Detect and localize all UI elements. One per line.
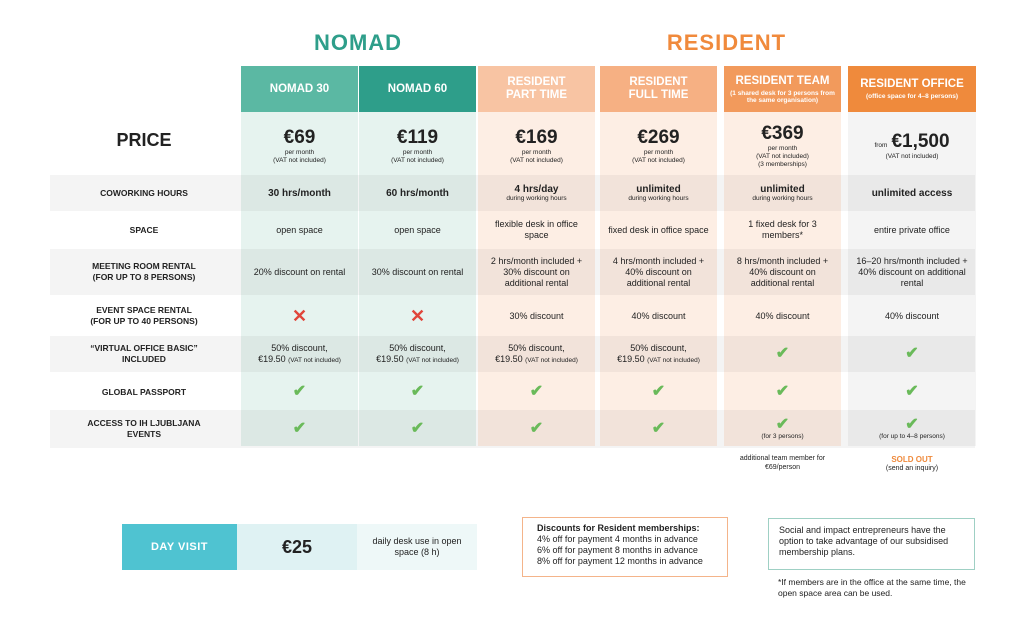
feature-cell bbox=[600, 298, 717, 334]
cell-price: €19.50 bbox=[617, 354, 645, 364]
nomad-group-title: NOMAD bbox=[313, 30, 403, 55]
row-label bbox=[50, 249, 238, 295]
feature-cell bbox=[241, 211, 358, 249]
price-vat: (VAT not included) bbox=[391, 157, 444, 164]
feature-cell bbox=[241, 336, 358, 372]
cell-price: €19.50 bbox=[495, 354, 523, 364]
price-from: from bbox=[874, 142, 888, 149]
cell-note: (VAT not included) bbox=[288, 357, 341, 364]
sold-out-note bbox=[848, 452, 976, 474]
plan-header bbox=[359, 66, 476, 112]
feature-cell bbox=[600, 249, 717, 295]
price-cell bbox=[848, 120, 976, 172]
price-period: per month bbox=[643, 149, 674, 156]
cell-text: 30% discount on rental bbox=[371, 266, 464, 277]
cell-text: 50% discount, bbox=[630, 343, 687, 353]
cell-text: entire private office bbox=[874, 224, 950, 235]
feature-cell bbox=[848, 374, 976, 410]
price-extra: (3 memberships) bbox=[758, 161, 807, 168]
plan-title: RESIDENT PART TIME bbox=[505, 76, 568, 101]
row-label-subtext: (FOR UP TO 40 PERSONS) bbox=[90, 316, 198, 326]
cell-text: 20% discount on rental bbox=[253, 266, 346, 277]
feature-cell bbox=[478, 374, 595, 410]
row-label-text: COWORKING HOURS bbox=[100, 187, 188, 198]
cell-note: (VAT not included) bbox=[406, 357, 459, 364]
discounts-box bbox=[522, 517, 728, 577]
check-icon: ✔ bbox=[651, 383, 666, 400]
row-label-text: GLOBAL PASSPORT bbox=[101, 386, 187, 397]
feature-cell bbox=[724, 298, 841, 334]
row-label bbox=[50, 410, 238, 448]
price-amount: €69 bbox=[283, 127, 316, 148]
check-icon: ✔ bbox=[775, 345, 790, 362]
feature-cell bbox=[848, 336, 976, 372]
check-icon: ✔ bbox=[410, 420, 425, 437]
cell-text: 40% discount bbox=[631, 310, 686, 321]
cell-note: (VAT not included) bbox=[647, 357, 700, 364]
feature-cell bbox=[478, 175, 595, 211]
social-text: Social and impact entrepreneurs have the option to take advantage of our subsidised membership plans. bbox=[779, 525, 949, 557]
row-label-text: ACCESS TO IH LJUBLJANA bbox=[87, 418, 201, 428]
price-cell bbox=[478, 120, 595, 172]
cell-text: 40% discount bbox=[755, 310, 810, 321]
plan-title: RESIDENT OFFICE bbox=[860, 78, 964, 90]
feature-cell bbox=[359, 249, 476, 295]
discounts-title: Discounts for Resident memberships: bbox=[537, 523, 700, 533]
cell-main: 4 hrs/day bbox=[514, 183, 559, 195]
day-visit-label: DAY VISIT bbox=[122, 524, 237, 570]
plan-header bbox=[600, 66, 717, 112]
feature-cell bbox=[848, 211, 976, 249]
price-period: per month bbox=[521, 149, 552, 156]
cell-text: 1 fixed desk for 3 members* bbox=[748, 219, 817, 240]
cross-icon: ✕ bbox=[291, 306, 308, 326]
plan-title: RESIDENT TEAM bbox=[735, 74, 830, 87]
footnote: *If members are in the office at the same time, the open space area can be used. bbox=[778, 577, 966, 598]
discount-line: 4% off for payment 4 months in advance bbox=[537, 534, 698, 544]
feature-cell bbox=[241, 298, 358, 334]
cell-text: 8 hrs/month included + 40% discount on additional rental bbox=[736, 255, 829, 288]
cell-text: 50% discount, bbox=[271, 343, 328, 353]
row-label bbox=[50, 175, 238, 211]
price-vat: (VAT not included) bbox=[510, 157, 563, 164]
plan-title: NOMAD 30 bbox=[269, 82, 330, 95]
feature-cell bbox=[724, 410, 841, 448]
feature-cell bbox=[241, 374, 358, 410]
price-amount: €119 bbox=[396, 127, 439, 148]
feature-cell bbox=[848, 410, 976, 448]
row-label-text: EVENT SPACE RENTAL bbox=[96, 305, 192, 315]
team-note: additional team member for €69/person bbox=[739, 455, 826, 471]
check-icon: ✔ bbox=[651, 420, 666, 437]
feature-cell bbox=[600, 336, 717, 372]
feature-cell bbox=[724, 175, 841, 211]
row-label-subtext: EVENTS bbox=[126, 429, 161, 439]
check-icon: ✔ bbox=[410, 383, 425, 400]
price-cell bbox=[600, 120, 717, 172]
feature-cell bbox=[359, 298, 476, 334]
cell-note: during working hours bbox=[506, 194, 567, 202]
check-icon: ✔ bbox=[292, 383, 307, 400]
price-amount: €369 bbox=[761, 123, 804, 144]
cell-note: (VAT not included) bbox=[525, 357, 578, 364]
feature-cell bbox=[478, 410, 595, 448]
price-period: per month bbox=[402, 149, 433, 156]
plan-subtitle: (office space for 4–8 persons) bbox=[865, 93, 959, 100]
feature-cell bbox=[848, 298, 976, 334]
feature-cell bbox=[241, 175, 358, 211]
price-cell bbox=[724, 120, 841, 172]
check-icon: ✔ bbox=[905, 416, 919, 433]
price-period: per month bbox=[767, 145, 798, 152]
cell-main: 60 hrs/month bbox=[386, 187, 449, 199]
cell-text: fixed desk in office space bbox=[608, 224, 709, 235]
price-cell bbox=[241, 120, 358, 172]
row-label-text: “VIRTUAL OFFICE BASIC” bbox=[90, 343, 198, 353]
row-label bbox=[50, 336, 238, 372]
feature-cell bbox=[241, 410, 358, 448]
feature-cell bbox=[241, 249, 358, 295]
feature-cell bbox=[848, 175, 976, 211]
cell-text: 30% discount bbox=[509, 310, 564, 321]
feature-cell bbox=[359, 374, 476, 410]
price-vat: (VAT not included) bbox=[632, 157, 685, 164]
cell-main: 30 hrs/month bbox=[268, 187, 331, 199]
plan-title: RESIDENT FULL TIME bbox=[628, 76, 689, 101]
row-label-text: MEETING ROOM RENTAL bbox=[92, 261, 196, 271]
cell-text: 4 hrs/month included + 40% discount on additional rental bbox=[612, 255, 705, 288]
cell-text: open space bbox=[276, 224, 323, 235]
feature-cell bbox=[478, 336, 595, 372]
row-label bbox=[50, 211, 238, 249]
cell-text: flexible desk in office space bbox=[495, 219, 578, 240]
check-icon: ✔ bbox=[905, 345, 919, 362]
resident-group-title: RESIDENT bbox=[666, 30, 787, 55]
plan-header bbox=[724, 66, 841, 112]
price-cell bbox=[359, 120, 476, 172]
cell-note: (for up to 4–8 persons) bbox=[879, 433, 945, 440]
check-icon: ✔ bbox=[529, 420, 544, 437]
price-vat: (VAT not included) bbox=[756, 153, 809, 160]
cell-note: during working hours bbox=[752, 194, 813, 202]
cell-text: 16–20 hrs/month included + 40% discount on additional rental bbox=[856, 255, 968, 288]
cell-text: open space bbox=[394, 224, 441, 235]
feature-cell bbox=[359, 211, 476, 249]
check-icon: ✔ bbox=[905, 383, 919, 400]
price-vat: (VAT not included) bbox=[273, 157, 326, 164]
feature-cell bbox=[600, 374, 717, 410]
plan-header bbox=[478, 66, 595, 112]
row-label-subtext: INCLUDED bbox=[122, 354, 166, 364]
cell-text: 50% discount, bbox=[508, 343, 565, 353]
feature-cell bbox=[359, 175, 476, 211]
feature-cell bbox=[848, 249, 976, 295]
plan-header bbox=[241, 66, 358, 112]
feature-cell bbox=[724, 211, 841, 249]
row-label bbox=[50, 298, 238, 334]
cell-main: unlimited bbox=[636, 183, 681, 195]
feature-cell bbox=[359, 410, 476, 448]
cell-text: 2 hrs/month included + 30% discount on additional rental bbox=[490, 255, 583, 288]
feature-cell bbox=[724, 249, 841, 295]
row-label bbox=[50, 374, 238, 410]
check-icon: ✔ bbox=[529, 383, 544, 400]
price-period: per month bbox=[284, 149, 315, 156]
price-vat: (VAT not included) bbox=[885, 153, 939, 160]
plan-title: NOMAD 60 bbox=[387, 82, 448, 95]
row-label-text: SPACE bbox=[129, 224, 159, 235]
check-icon: ✔ bbox=[292, 420, 307, 437]
cell-text: 40% discount bbox=[884, 310, 940, 321]
check-icon: ✔ bbox=[775, 383, 790, 400]
feature-cell bbox=[600, 410, 717, 448]
feature-cell bbox=[478, 211, 595, 249]
discount-line: 6% off for payment 8 months in advance bbox=[537, 545, 698, 555]
day-visit-price: €25 bbox=[237, 524, 357, 570]
row-label-subtext: (FOR UP TO 8 PERSONS) bbox=[92, 272, 196, 282]
cell-note: (for 3 persons) bbox=[761, 433, 804, 440]
cell-note: during working hours bbox=[628, 194, 689, 202]
price-amount: €169 bbox=[515, 127, 558, 148]
feature-cell bbox=[600, 211, 717, 249]
price-amount: €1,500 bbox=[891, 131, 950, 152]
cell-text: 50% discount, bbox=[389, 343, 446, 353]
feature-cell bbox=[724, 336, 841, 372]
social-entrepreneurs-box bbox=[768, 518, 975, 570]
feature-cell bbox=[359, 336, 476, 372]
cell-price: €19.50 bbox=[258, 354, 286, 364]
cell-main: unlimited bbox=[760, 183, 805, 195]
price-amount: €269 bbox=[637, 127, 680, 148]
cross-icon: ✕ bbox=[409, 306, 426, 326]
day-visit-description: daily desk use in open space (8 h) bbox=[357, 524, 477, 570]
inquiry-link[interactable]: (send an inquiry) bbox=[885, 464, 939, 472]
cell-price: €19.50 bbox=[376, 354, 404, 364]
check-icon: ✔ bbox=[775, 416, 790, 433]
cell-main: unlimited access bbox=[871, 187, 953, 199]
feature-cell bbox=[724, 374, 841, 410]
feature-cell bbox=[478, 249, 595, 295]
discount-line: 8% off for payment 12 months in advance bbox=[537, 556, 703, 566]
feature-cell bbox=[600, 175, 717, 211]
sold-out-label: SOLD OUT bbox=[891, 454, 933, 464]
price-label: PRICE bbox=[116, 129, 172, 150]
feature-cell bbox=[478, 298, 595, 334]
plan-subtitle: (1 shared desk for 3 persons from the same organisation) bbox=[730, 89, 835, 104]
plan-header bbox=[848, 66, 976, 112]
